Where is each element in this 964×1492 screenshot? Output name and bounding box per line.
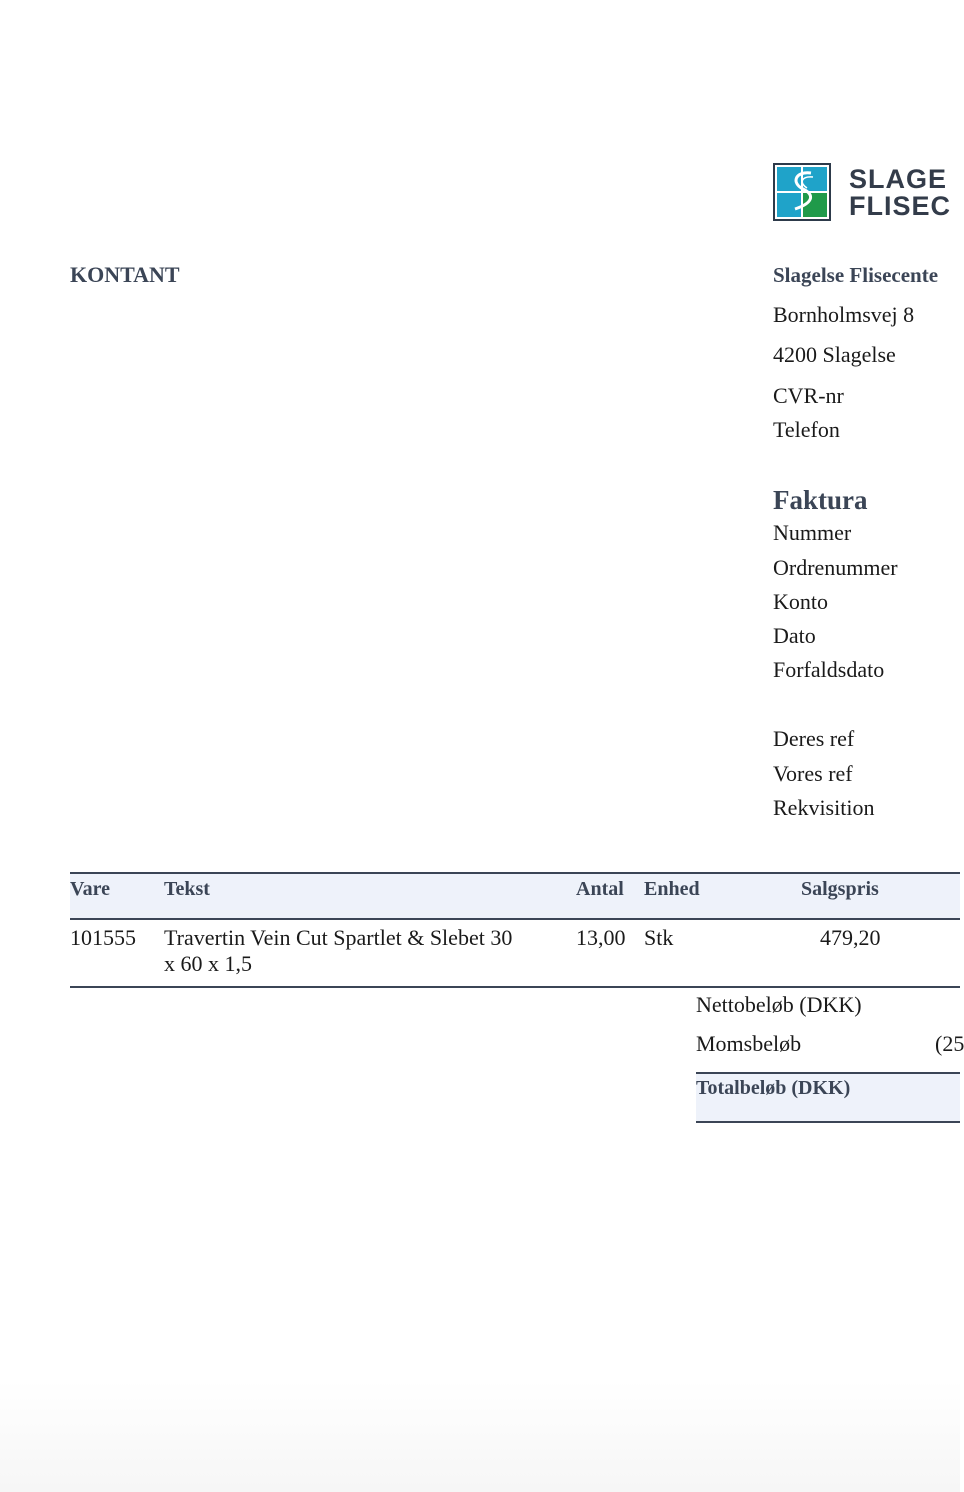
- account-label: Konto: [773, 589, 828, 614]
- column-header-unit: Enhed: [644, 878, 700, 900]
- company-city: 4200 Slagelse: [773, 342, 896, 367]
- logo-text-line1: SLAGE: [849, 164, 948, 194]
- company-logo-icon: [773, 163, 831, 221]
- row-unit: Stk: [644, 925, 674, 950]
- column-header-item: Vare: [70, 878, 110, 900]
- column-header-text: Tekst: [164, 878, 210, 900]
- invoice-number-label: Nummer: [773, 520, 852, 545]
- company-logo-text: [849, 166, 951, 220]
- column-header-quantity: Antal: [576, 878, 624, 900]
- table-header-rule: [70, 918, 960, 920]
- vat-rate: (25: [935, 1031, 964, 1056]
- payment-type: KONTANT: [70, 262, 180, 287]
- phone-label: Telefon: [773, 417, 840, 442]
- net-amount-label: Nettobeløb (DKK): [696, 992, 862, 1017]
- date-label: Dato: [773, 623, 816, 648]
- total-bottom-rule: [696, 1121, 960, 1123]
- total-amount-label: Totalbeløb (DKK): [696, 1077, 851, 1099]
- row-text-line2: x 60 x 1,5: [164, 951, 252, 976]
- row-item-number: 101555: [70, 925, 136, 950]
- logo-text-line2: FLISEC: [849, 191, 952, 221]
- total-top-rule: [696, 1072, 960, 1074]
- page-bottom-shade: [0, 1380, 960, 1492]
- row-text-line1: Travertin Vein Cut Spartlet & Slebet 30: [164, 925, 513, 950]
- table-bottom-rule: [70, 986, 960, 988]
- vat-amount-label: Momsbeløb: [696, 1031, 802, 1056]
- due-date-label: Forfaldsdato: [773, 657, 885, 682]
- invoice-title: Faktura: [773, 485, 868, 515]
- order-number-label: Ordrenummer: [773, 555, 898, 580]
- our-ref-label: Vores ref: [773, 761, 853, 786]
- table-top-rule: [70, 872, 960, 874]
- your-ref-label: Deres ref: [773, 726, 855, 751]
- company-name: Slagelse Flisecente: [773, 263, 939, 287]
- requisition-label: Rekvisition: [773, 795, 875, 820]
- column-header-price: Salgspris: [801, 878, 879, 900]
- company-address: Bornholmsvej 8: [773, 302, 915, 327]
- row-price: 479,20: [820, 925, 881, 950]
- cvr-label: CVR-nr: [773, 383, 844, 408]
- row-quantity: 13,00: [576, 925, 626, 950]
